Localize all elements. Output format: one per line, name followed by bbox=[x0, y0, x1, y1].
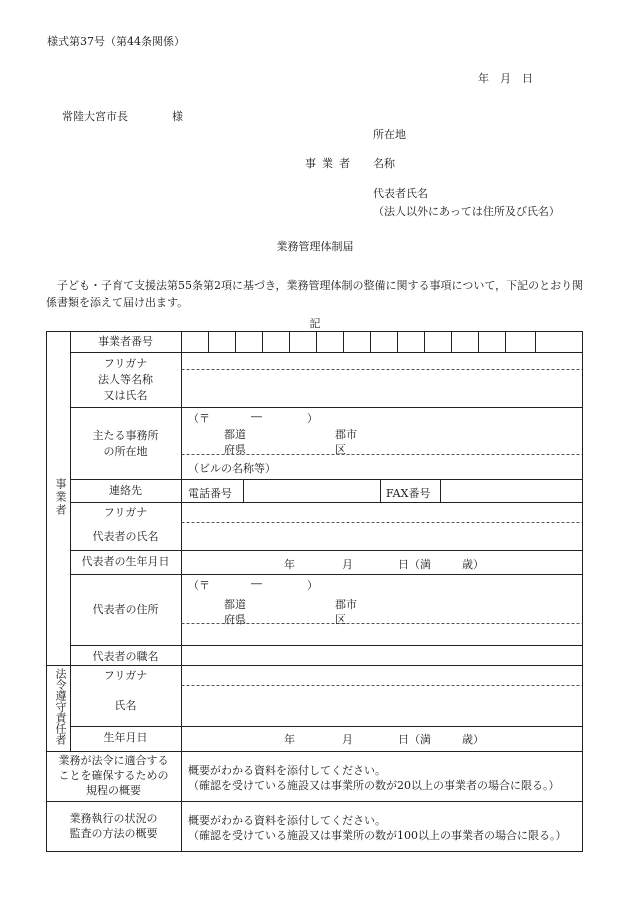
business-label: 事業者 bbox=[305, 157, 356, 170]
group-label-compliance-officer: 法令遵守責任者 bbox=[54, 668, 67, 745]
office-pref-1: 都道 bbox=[224, 428, 246, 441]
submission-date[interactable]: 年 月 日 bbox=[478, 72, 533, 85]
label-regulation-2: ことを確保するための bbox=[58, 769, 169, 782]
comp-age: 歳） bbox=[462, 733, 484, 746]
recipient bbox=[62, 110, 183, 123]
rep-city-1: 郡市 bbox=[335, 598, 357, 611]
rep-postal-open: （〒 bbox=[188, 579, 210, 592]
address-label: 所在地 bbox=[373, 128, 406, 141]
label-rep-name: 代表者の氏名 bbox=[92, 530, 159, 543]
label-rep-title: 代表者の職名 bbox=[92, 650, 159, 663]
label-corporate-name-1: 法人等名称 bbox=[98, 373, 153, 386]
ki-heading: 記 bbox=[309, 317, 321, 330]
fax-label: FAX番号 bbox=[386, 487, 431, 500]
label-compliance-furigana: フリガナ bbox=[103, 669, 148, 682]
comp-birth-day: 日（満 bbox=[398, 733, 431, 746]
office-pref-2: 府県 bbox=[224, 443, 246, 456]
rep-birth-month: 月 bbox=[342, 558, 353, 571]
rep-pref-2: 府県 bbox=[224, 613, 246, 626]
comp-birth-year: 年 bbox=[284, 733, 295, 746]
rep-postal-close: ） bbox=[307, 579, 318, 592]
representative-note: （法人以外にあっては住所及び氏名） bbox=[373, 205, 560, 218]
rep-birth-day: 日（満 bbox=[398, 558, 431, 571]
label-business-number: 事業者番号 bbox=[98, 335, 153, 348]
label-audit-2: 監査の方法の概要 bbox=[69, 827, 158, 840]
office-building: （ビルの名称等） bbox=[188, 462, 276, 475]
regulation-condition-note: （確認を受けている施設又は事業所の数が20以上の事業者の場合に限る。） bbox=[188, 779, 560, 792]
office-city-2: 区 bbox=[335, 443, 346, 456]
document-title: 業務管理体制届 bbox=[276, 240, 354, 253]
label-furigana: フリガナ bbox=[103, 357, 148, 370]
rep-postal-dash: ― bbox=[251, 577, 262, 590]
label-office-1: 主たる事務所 bbox=[92, 429, 159, 442]
phone-label: 電話番号 bbox=[188, 487, 232, 500]
name-label: 名称 bbox=[373, 157, 395, 170]
audit-condition-note: （確認を受けている施設又は事業所の数が100以上の事業者の場合に限る。） bbox=[188, 829, 567, 842]
label-compliance-birthdate: 生年月日 bbox=[103, 731, 148, 744]
label-rep-furigana: フリガナ bbox=[103, 506, 148, 519]
comp-birth-month: 月 bbox=[342, 733, 353, 746]
representative-label: 代表者氏名 bbox=[373, 187, 428, 200]
rep-age: 歳） bbox=[462, 558, 484, 571]
document-body: 子ども・子育て支援法第55条第2項に基づき，業務管理体制の整備に関する事項について，下記のとおり関係書類を添えて届け出ます。 bbox=[46, 279, 584, 310]
office-postal-dash: ― bbox=[251, 410, 262, 423]
label-contact: 連絡先 bbox=[109, 484, 142, 497]
rep-pref-1: 都道 bbox=[224, 598, 246, 611]
regulation-attach-note: 概要がわかる資料を添付してください。 bbox=[188, 764, 386, 777]
office-postal-open: （〒 bbox=[188, 412, 210, 425]
label-rep-address: 代表者の住所 bbox=[92, 603, 159, 616]
label-corporate-name-2: 又は氏名 bbox=[103, 389, 148, 402]
label-rep-birthdate: 代表者の生年月日 bbox=[81, 555, 170, 568]
label-regulation-3: 規程の概要 bbox=[86, 784, 141, 797]
label-office-2: の所在地 bbox=[103, 445, 148, 458]
recipient-name: 常陸大宮市長 bbox=[62, 110, 128, 123]
form-number: 様式第37号（第44条関係） bbox=[47, 35, 185, 48]
audit-attach-note: 概要がわかる資料を添付してください。 bbox=[188, 814, 386, 827]
rep-city-2: 区 bbox=[335, 613, 346, 626]
rep-birth-year: 年 bbox=[284, 558, 295, 571]
group-label-business: 事業者 bbox=[54, 478, 67, 517]
label-audit-1: 業務執行の状況の bbox=[69, 812, 158, 825]
honorific: 様 bbox=[172, 110, 183, 123]
office-city-1: 郡市 bbox=[335, 428, 357, 441]
office-postal-close: ） bbox=[307, 412, 318, 425]
label-regulation-1: 業務が法令に適合する bbox=[58, 754, 169, 767]
label-compliance-name: 氏名 bbox=[114, 699, 137, 712]
